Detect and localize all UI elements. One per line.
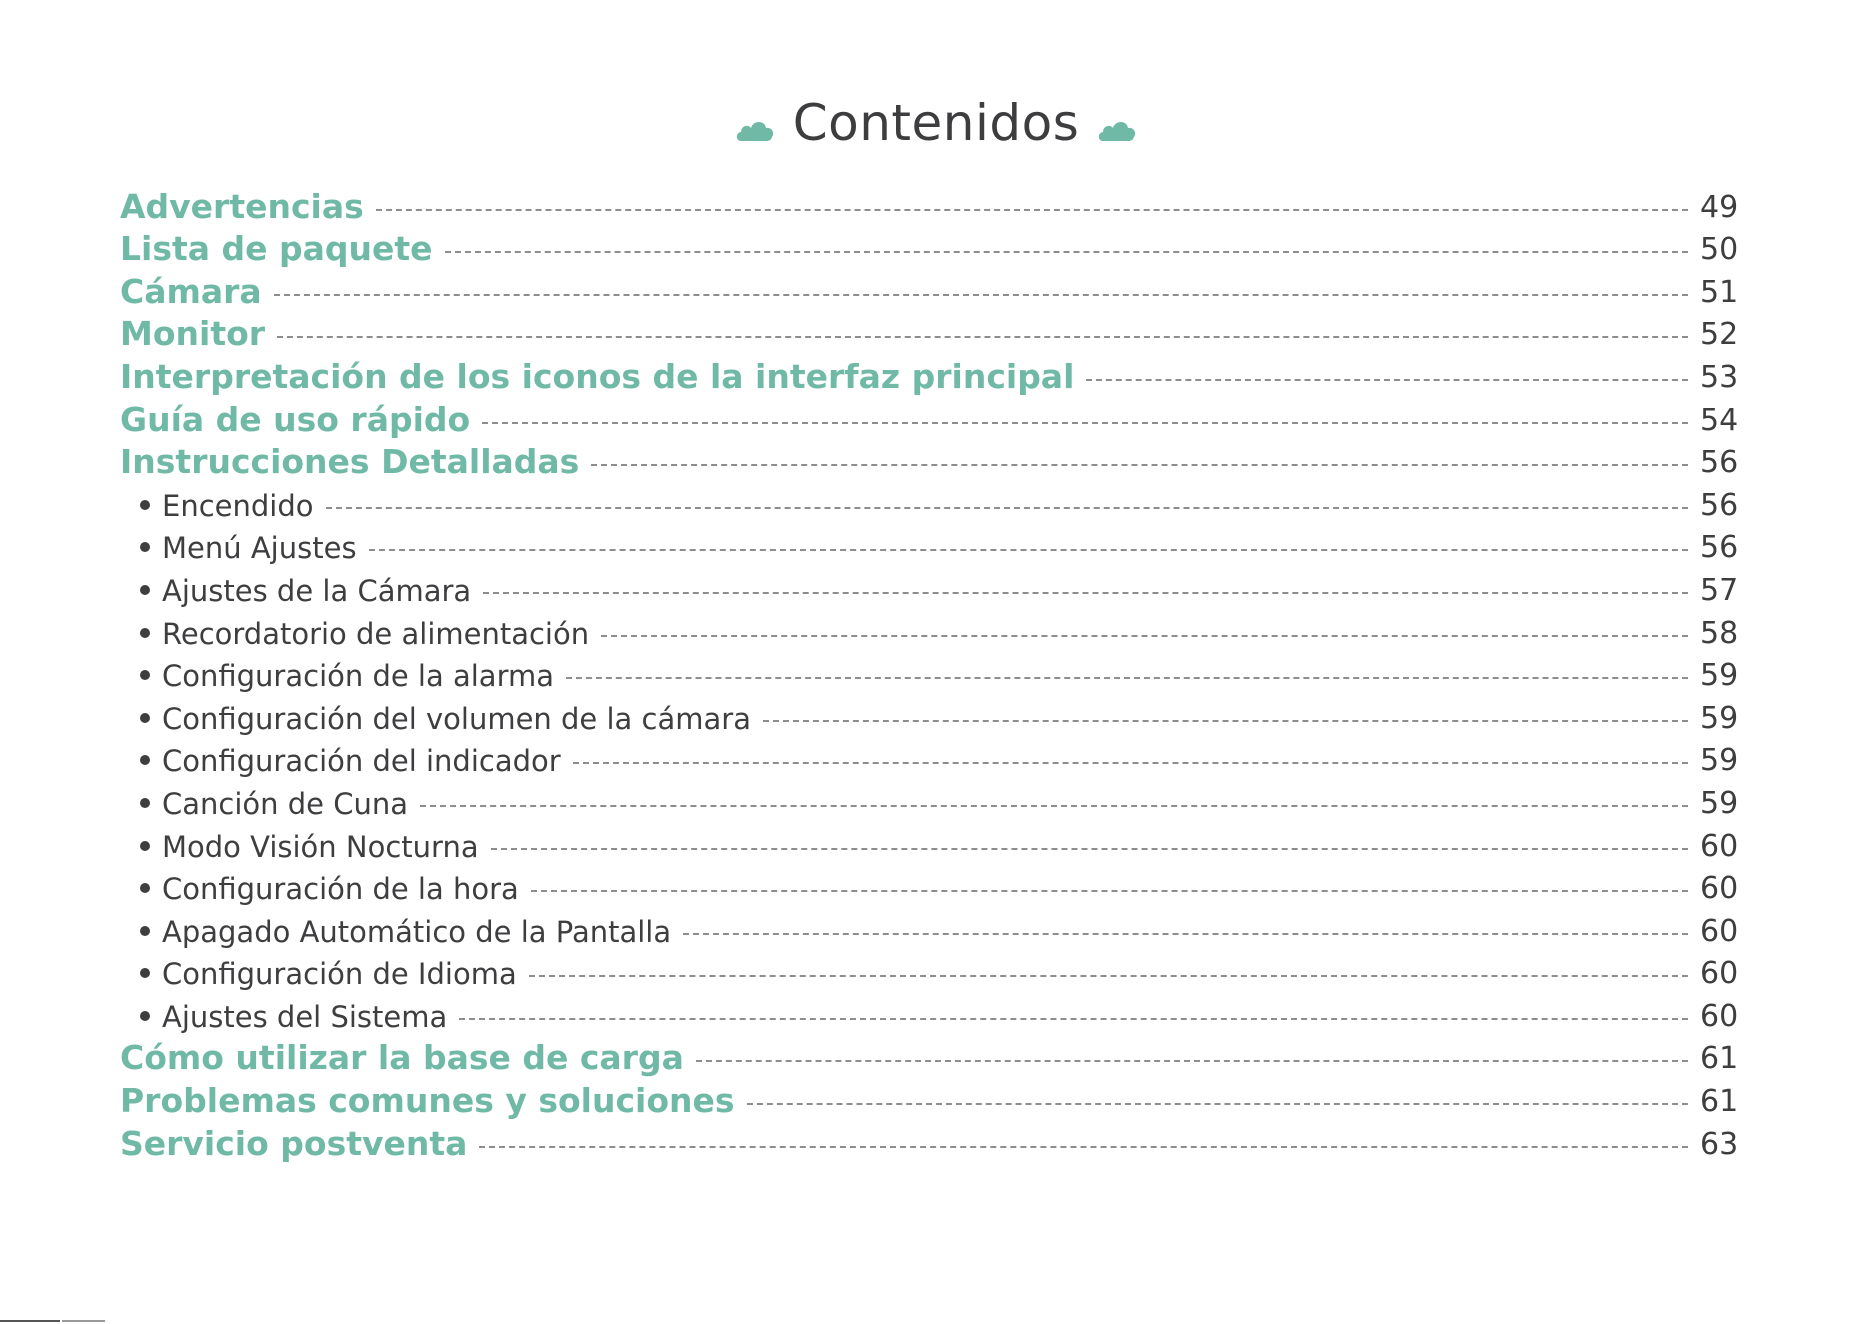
toc-entry-text: Cámara [120, 271, 262, 311]
bullet-icon [140, 755, 150, 765]
toc-entry-text: Configuración del indicador [162, 744, 561, 779]
toc-entry-label [120, 399, 471, 439]
toc-entry-label [120, 659, 555, 694]
toc-page-number: 60 [1700, 871, 1739, 907]
bullet-icon [140, 542, 150, 552]
dot-leader [459, 1018, 1688, 1020]
toc-entry-text: Problemas comunes y soluciones [120, 1081, 735, 1121]
toc-page-number: 61 [1700, 1084, 1739, 1120]
toc-subentry[interactable] [120, 651, 1748, 694]
dot-leader [482, 422, 1688, 424]
toc-page-number: 50 [1700, 232, 1739, 268]
dot-leader [1086, 379, 1688, 381]
toc-entry-text: Advertencias [120, 186, 364, 226]
toc-entry[interactable] [120, 1076, 1748, 1119]
cloud-icon [735, 115, 775, 143]
toc-entry-label [120, 744, 561, 779]
toc-entry-text: Servicio postventa [120, 1123, 468, 1163]
toc-subentry[interactable] [120, 821, 1748, 864]
toc-entry-label [120, 701, 751, 736]
bullet-icon [140, 628, 150, 638]
toc-subentry[interactable] [120, 906, 1748, 949]
toc-entry[interactable] [120, 395, 1748, 438]
bullet-icon [140, 798, 150, 808]
toc-page-number: 56 [1700, 487, 1739, 523]
dot-leader [445, 251, 1688, 253]
toc-subentry[interactable] [120, 778, 1748, 821]
dot-leader [763, 720, 1688, 722]
toc-entry-text: Cómo utilizar la base de carga [120, 1038, 684, 1078]
toc-entry-text: Instrucciones Detalladas [120, 442, 580, 482]
toc-entry[interactable] [120, 352, 1748, 395]
toc-subentry[interactable] [120, 991, 1748, 1034]
dot-leader [747, 1103, 1688, 1105]
bullet-icon [140, 500, 150, 510]
toc-entry-text: Encendido [162, 488, 314, 523]
toc-entry-label [120, 914, 672, 949]
toc-entry-label [120, 1038, 684, 1078]
dot-leader [696, 1060, 1688, 1062]
toc-page-number: 49 [1700, 189, 1739, 225]
toc-entry-label [120, 786, 408, 821]
dot-leader [573, 762, 1688, 764]
toc-entry-label [120, 829, 479, 864]
toc-entry-text: Canción de Cuna [162, 786, 408, 821]
toc-entry-text: Lista de paquete [120, 229, 433, 269]
toc-entry[interactable] [120, 1034, 1748, 1077]
toc-page-number: 56 [1700, 445, 1739, 481]
toc-entry-label [120, 271, 262, 311]
bullet-icon [140, 585, 150, 595]
table-of-contents [120, 182, 1748, 1162]
dot-leader [566, 677, 1688, 679]
toc-page-number: 54 [1700, 402, 1739, 438]
toc-entry-text: Recordatorio de alimentación [162, 616, 590, 651]
toc-page-number: 60 [1700, 956, 1739, 992]
toc-entry-text: Ajustes de la Cámara [162, 573, 472, 608]
toc-subentry[interactable] [120, 480, 1748, 523]
dot-leader [683, 933, 1688, 935]
dot-leader [529, 975, 1688, 977]
toc-entry-label [120, 442, 580, 482]
toc-page-number: 60 [1700, 913, 1739, 949]
toc-entry[interactable] [120, 310, 1748, 353]
dot-leader [531, 890, 1688, 892]
dot-leader [277, 336, 1688, 338]
cloud-icon [1097, 115, 1137, 143]
toc-page-number: 51 [1700, 274, 1739, 310]
toc-entry-label [120, 573, 472, 608]
toc-subentry[interactable] [120, 523, 1748, 566]
dot-leader [479, 1146, 1688, 1148]
toc-subentry[interactable] [120, 736, 1748, 779]
toc-page-number: 63 [1700, 1126, 1739, 1162]
toc-entry-label [120, 229, 433, 269]
dot-leader [591, 464, 1688, 466]
bullet-icon [140, 883, 150, 893]
toc-page-number: 58 [1700, 615, 1739, 651]
bullet-icon [140, 713, 150, 723]
bullet-icon [140, 926, 150, 936]
toc-entry-label [120, 1081, 735, 1121]
toc-entry-label [120, 1123, 468, 1163]
dot-leader [420, 805, 1688, 807]
toc-page-number: 59 [1700, 700, 1739, 736]
toc-page-number: 52 [1700, 317, 1739, 353]
toc-entry-label [120, 356, 1075, 396]
toc-entry-label [120, 314, 266, 354]
toc-subentry[interactable] [120, 693, 1748, 736]
bullet-icon [140, 670, 150, 680]
page-title: Contenidos [792, 94, 1080, 152]
toc-entry-label [120, 488, 314, 523]
toc-page-number: 61 [1700, 1041, 1739, 1077]
bullet-icon [140, 841, 150, 851]
toc-subentry[interactable] [120, 949, 1748, 992]
dot-leader [601, 635, 1688, 637]
toc-subentry[interactable] [120, 864, 1748, 907]
toc-entry-text: Interpretación de los iconos de la interfaz principal [120, 356, 1075, 396]
toc-page-number: 60 [1700, 998, 1739, 1034]
toc-entry-text: Configuración de la alarma [162, 659, 555, 694]
toc-entry[interactable] [120, 438, 1748, 481]
toc-entry-text: Modo Visión Nocturna [162, 829, 479, 864]
toc-entry[interactable] [120, 267, 1748, 310]
toc-page-number: 59 [1700, 658, 1739, 694]
dot-leader [274, 294, 1688, 296]
toc-entry-label [120, 957, 517, 992]
toc-entry-label [120, 872, 519, 907]
dot-leader [491, 848, 1688, 850]
toc-entry-label [120, 186, 364, 226]
toc-page-number: 59 [1700, 743, 1739, 779]
toc-subentry[interactable] [120, 565, 1748, 608]
toc-page-number: 53 [1700, 359, 1739, 395]
page-corner-mark [0, 1320, 105, 1322]
toc-entry-label [120, 999, 448, 1034]
toc-page-number: 59 [1700, 785, 1739, 821]
toc-entry-text: Apagado Automático de la Pantalla [162, 914, 672, 949]
toc-entry-text: Configuración del volumen de la cámara [162, 701, 751, 736]
toc-entry-text: Configuración de Idioma [162, 957, 517, 992]
toc-entry[interactable] [120, 225, 1748, 268]
toc-entry-label [120, 616, 590, 651]
toc-page-number: 56 [1700, 530, 1739, 566]
toc-subentry[interactable] [120, 608, 1748, 651]
toc-entry-text: Menú Ajustes [162, 531, 357, 566]
dot-leader [326, 507, 1689, 509]
toc-entry[interactable] [120, 1119, 1748, 1162]
toc-entry-text: Guía de uso rápido [120, 399, 471, 439]
dot-leader [483, 592, 1688, 594]
toc-entry-label [120, 531, 357, 566]
dot-leader [376, 209, 1688, 211]
bullet-icon [140, 1011, 150, 1021]
toc-entry-text: Ajustes del Sistema [162, 999, 448, 1034]
toc-page-number: 60 [1700, 828, 1739, 864]
toc-entry-text: Configuración de la hora [162, 872, 519, 907]
page-header [0, 88, 1872, 158]
dot-leader [369, 549, 1688, 551]
toc-page-number: 57 [1700, 572, 1739, 608]
toc-entry-text: Monitor [120, 314, 266, 354]
toc-entry[interactable] [120, 182, 1748, 225]
bullet-icon [140, 968, 150, 978]
